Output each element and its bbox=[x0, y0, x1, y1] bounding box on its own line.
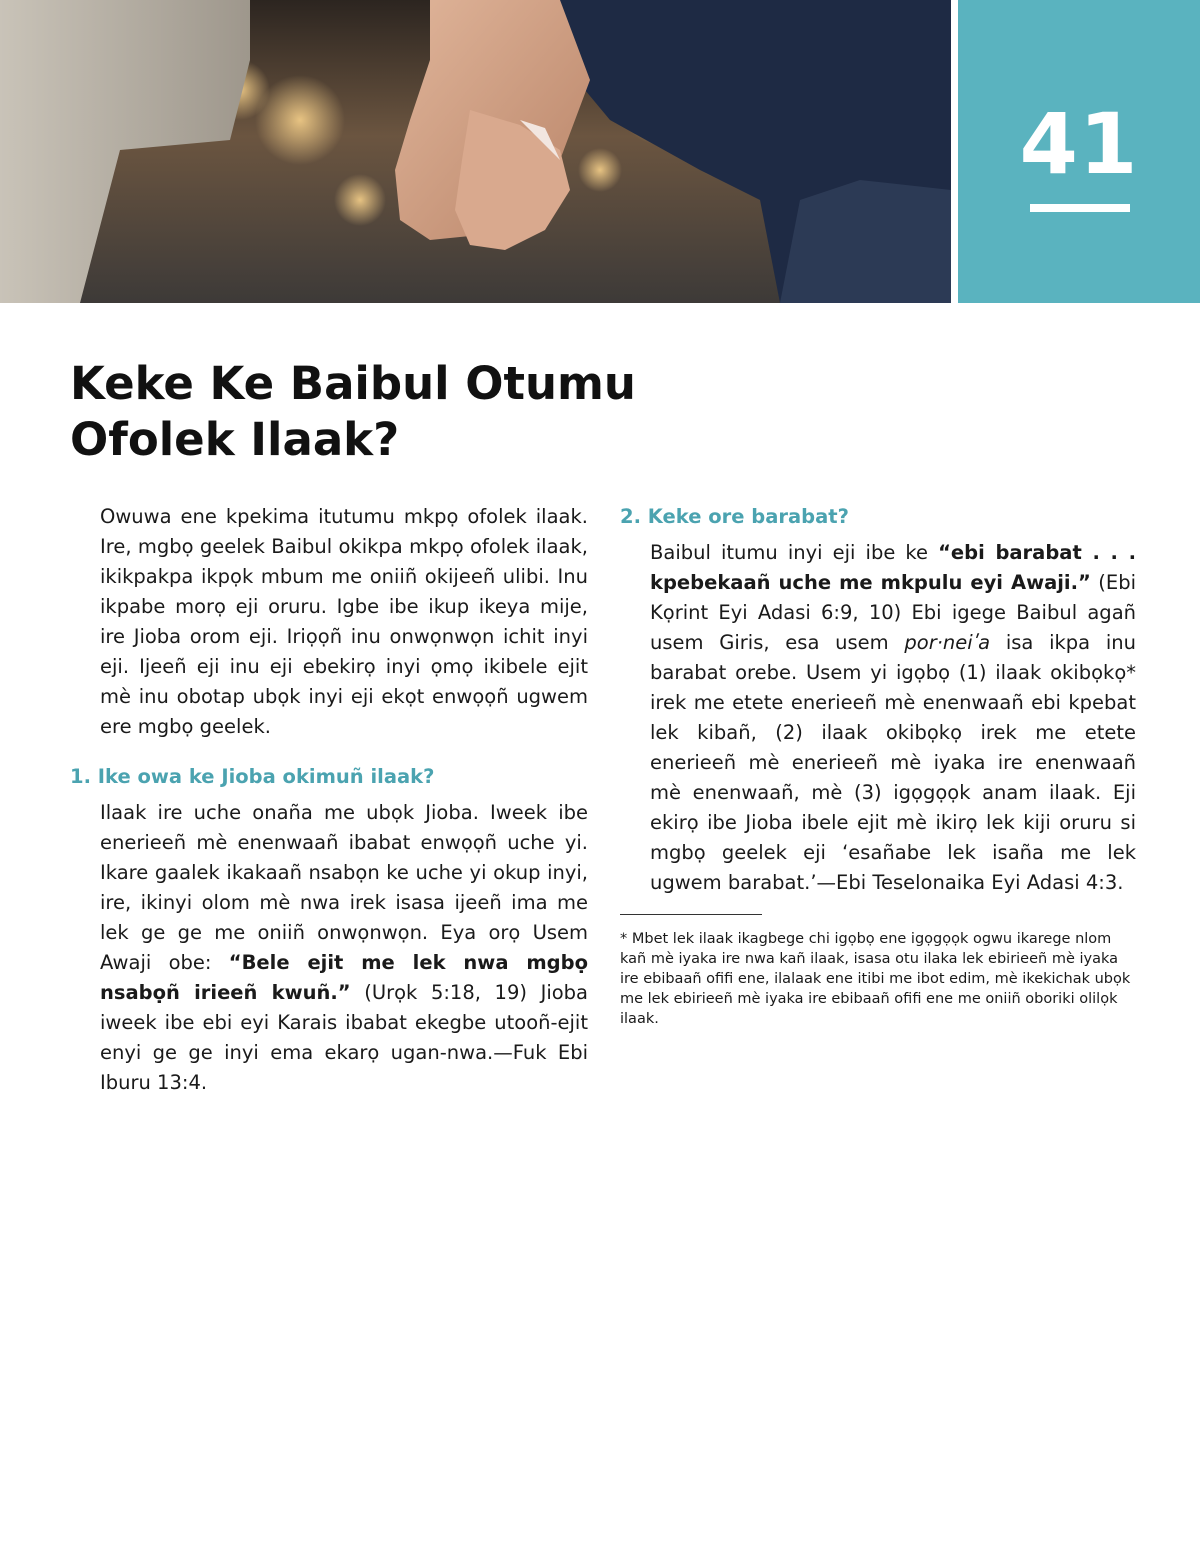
footnote-marker: * bbox=[1126, 661, 1136, 684]
lesson-title bbox=[70, 356, 790, 468]
section1-number: 1. bbox=[70, 765, 91, 788]
footnote: * Mbet lek ilaak ikagbege chi igọbọ ene igọgọọk ogwu ikarege nlom kañ mè iyaka ire nwa kañ ilaak, isasa otu ilaka lek ebirieeñ mè iyaka ire ebibaañ ofifi ene, ilalaak ene itibi me ibot edim, mè ikekichak ubọk me lek ebirieeñ mè iyaka ire ebibaañ ofifi ene me oniiñ oboriki olilọk ilaak. bbox=[620, 931, 1131, 1027]
section2-question bbox=[620, 502, 1136, 532]
section1-question-text: Ike owa ke Jioba okimuñ ilaak? bbox=[97, 765, 435, 788]
section2-quote: “ebi barabat . . . kpebekaañ uche me mkpulu eyi Awaji.” bbox=[650, 541, 1136, 594]
section2-term: por·neiʹa bbox=[904, 631, 991, 654]
section2-paragraph bbox=[620, 538, 1136, 898]
lesson-number-underline bbox=[1030, 204, 1130, 212]
section1-paragraph bbox=[70, 798, 588, 1098]
lesson-title-line2: Ofolek Ilaak? bbox=[70, 413, 400, 466]
section2-question-text: Keke ore barabat? bbox=[647, 505, 849, 528]
section2-text-d: irek me etete enerieeñ mè enenwaañ ebi kpebat lek kibañ, (2) ilaak okibọkọ irek me etete enerieeñ mè enerieeñ mè iyaka ire enenwaañ mè enenwaañ, mè (3) igọgọọk anam ilaak. Eji ekirọ ibe Jioba ibele ejit mè ikirọ lek kiji oruru si mgbọ geelek eji ‘esañabe lek isaña me lek ugwem barabat.’—Ebi Teselonaika Eyi Adasi 4:3. bbox=[650, 691, 1136, 894]
section1-quote: “Bele ejit me lek nwa mgbọ nsabọñ irieeñ kwuñ.” bbox=[100, 951, 588, 1004]
section2-text-c: isa ikpa inu barabat orebe. Usem yi igọbọ (1) ilaak okibọkọ bbox=[650, 631, 1137, 684]
lesson-number: 41 bbox=[1019, 95, 1139, 193]
header-photo bbox=[0, 0, 951, 303]
section2-text-b: (Ebi Kọrint Eyi Adasi 6:9, 10) Ebi igege Baibul agañ usem Giris, esa usem bbox=[650, 571, 1136, 654]
section1-text-a: Ilaak ire uche onaña me ubọk Jioba. Iweek ibe enerieeñ mè enenwaañ ibabat enwọọñ uche yi. Ikare gaalek ikakaañ nsabọn ke uche yi okup inyi, ire, ikinyi olom mè nwa irek isasa ijeeñ ima me lek ge ge me oniiñ onwọnwọn. Eya orọ Usem Awaji obe: bbox=[100, 801, 588, 974]
lesson-title-line1: Keke Ke Baibul Otumu bbox=[70, 357, 636, 410]
section2-text-a: Baibul itumu inyi eji ibe ke bbox=[650, 541, 939, 564]
holding-hands-illustration bbox=[0, 0, 951, 303]
intro-paragraph: Owuwa ene kpekima itutumu mkpọ ofolek ilaak. Ire, mgbọ geelek Baibul okikpa mkpọ ofolek ilaak, ikikpakpa ikpọk mbum me oniiñ okijeeñ ulibi. Inu ikpabe morọ eji oruru. Igbe ibe ikup ikeya mije, ire Jioba orom eji. Iriọọñ inu onwọnwọn ichit inyi eji. Ijeeñ eji inu eji ebekirọ inyi ọmọ ikibele ejit mè inu obotap ubọk inyi eji ekọt enwọọñ ugwem ere mgbọ geelek. bbox=[100, 505, 588, 738]
section1-question bbox=[70, 762, 588, 792]
left-column bbox=[70, 502, 588, 1098]
footnote-divider bbox=[620, 914, 762, 915]
right-column bbox=[620, 502, 1136, 1029]
lesson-number-block bbox=[958, 0, 1200, 303]
section2-number: 2. bbox=[620, 505, 641, 528]
section1-text-b: (Urọk 5:18, 19) Jioba iweek ibe ebi eyi Karais ibabat ekegbe utooñ-ejit enyi ge ge inyi ema ekarọ ugan-nwa.—Fuk Ebi Iburu 13:4. bbox=[100, 981, 588, 1094]
